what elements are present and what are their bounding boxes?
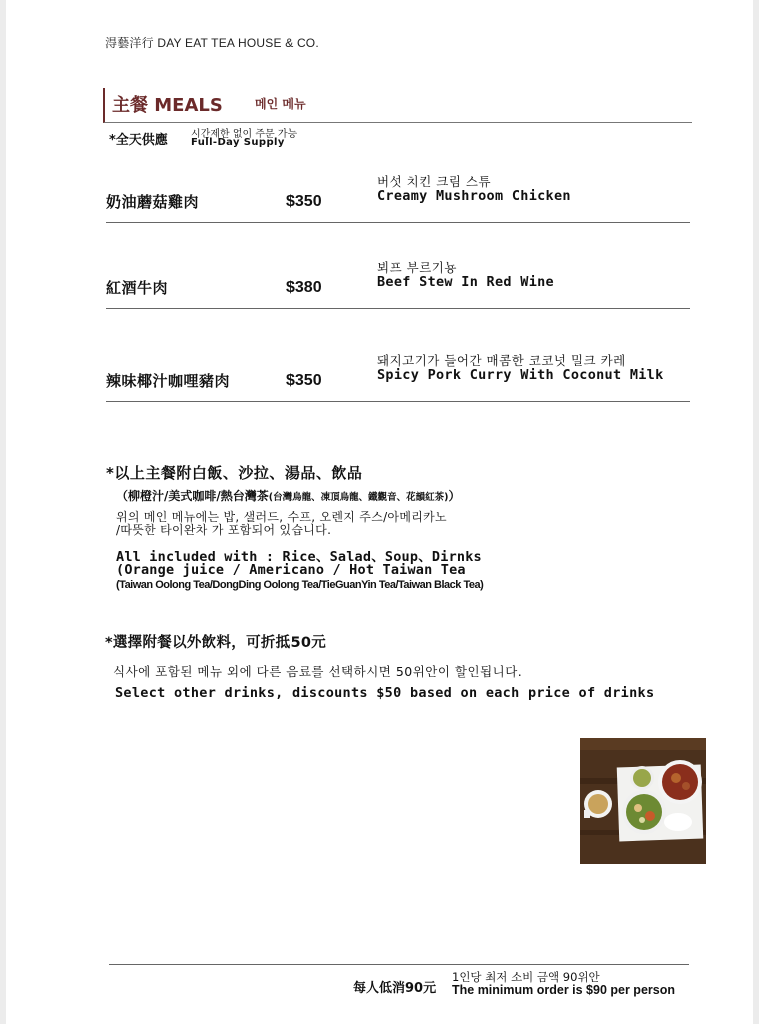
full-day-supply-korean: 시간제한 없이 주문 가능 bbox=[191, 129, 298, 140]
menu-item-english-name: Beef Stew In Red Wine bbox=[377, 274, 554, 290]
discount-english: Select other drinks, discounts $50 based on each price of drinks bbox=[115, 685, 655, 701]
menu-item-english-name: Creamy Mushroom Chicken bbox=[377, 188, 571, 204]
included-drinks-main: （柳橙汁/美式咖啡/熱台灣茶 bbox=[116, 489, 269, 503]
section-header bbox=[103, 88, 692, 123]
included-title: *以上主餐附白飯、沙拉、湯品、飲品 bbox=[106, 464, 363, 482]
brand-name: 淂藝洋行 DAY EAT TEA HOUSE & CO. bbox=[105, 36, 319, 50]
menu-item-chinese-name: 辣味椰汁咖哩豬肉 bbox=[106, 372, 231, 390]
menu-item-korean-name: 버섯 치킨 크림 스튜 bbox=[377, 174, 492, 189]
menu-page bbox=[6, 0, 753, 1024]
menu-item-price: $350 bbox=[286, 372, 322, 389]
minimum-order-chinese: 每人低消90元 bbox=[353, 981, 437, 996]
menu-item-chinese-name: 紅酒牛肉 bbox=[106, 279, 169, 297]
section-title-korean: 메인 메뉴 bbox=[255, 97, 306, 111]
included-english-line: (Orange juice / Americano / Hot Taiwan Tea bbox=[116, 562, 466, 578]
included-drinks-close: ） bbox=[448, 489, 461, 503]
menu-item-korean-name: 뵈프 부르기뇽 bbox=[377, 260, 457, 275]
menu-item bbox=[106, 351, 690, 402]
included-english-line: All included with : Rice、Salad、Soup、Dirnks bbox=[116, 549, 482, 565]
menu-item-chinese-name: 奶油蘑菇雞肉 bbox=[106, 193, 200, 211]
full-day-supply-english: Full-Day Supply bbox=[191, 137, 285, 148]
included-korean-line: /따뜻한 타이완차 가 포함되어 있습니다. bbox=[116, 523, 332, 537]
menu-item bbox=[106, 258, 690, 309]
discount-korean: 식사에 포함된 메뉴 외에 다른 음료를 선택하시면 50위안이 할인됩니다. bbox=[113, 664, 523, 679]
section-title: 主餐 MEALS bbox=[112, 95, 223, 116]
footer-divider bbox=[109, 964, 689, 965]
menu-item-korean-name: 돼지고기가 들어간 매콤한 코코넛 밀크 카레 bbox=[377, 353, 626, 368]
discount-title: *選擇附餐以外飲料，可折抵50元 bbox=[105, 635, 327, 651]
full-day-supply-chinese: *全天供應 bbox=[109, 133, 168, 148]
menu-item-english-name: Spicy Pork Curry With Coconut Milk bbox=[377, 367, 664, 383]
included-korean-line: 위의 메인 메뉴에는 밥, 샐러드, 수프, 오렌지 주스/아메리카노 bbox=[116, 510, 447, 524]
meal-photo-icon bbox=[580, 738, 706, 864]
included-tea-list: (台灣烏龍、凍頂烏龍、鐵觀音、花韻紅茶) bbox=[268, 492, 449, 503]
included-korean bbox=[116, 511, 536, 537]
minimum-order-english: The minimum order is $90 per person bbox=[452, 983, 675, 997]
menu-item bbox=[106, 172, 690, 223]
menu-item-price: $350 bbox=[286, 193, 322, 210]
menu-item-price: $380 bbox=[286, 279, 322, 296]
included-tea-english: (Taiwan Oolong Tea/DongDing Oolong Tea/TieGuanYin Tea/Taiwan Black Tea) bbox=[116, 579, 484, 591]
included-drinks bbox=[116, 487, 460, 504]
minimum-order-korean: 1인당 최저 소비 금액 90위안 bbox=[452, 970, 600, 984]
